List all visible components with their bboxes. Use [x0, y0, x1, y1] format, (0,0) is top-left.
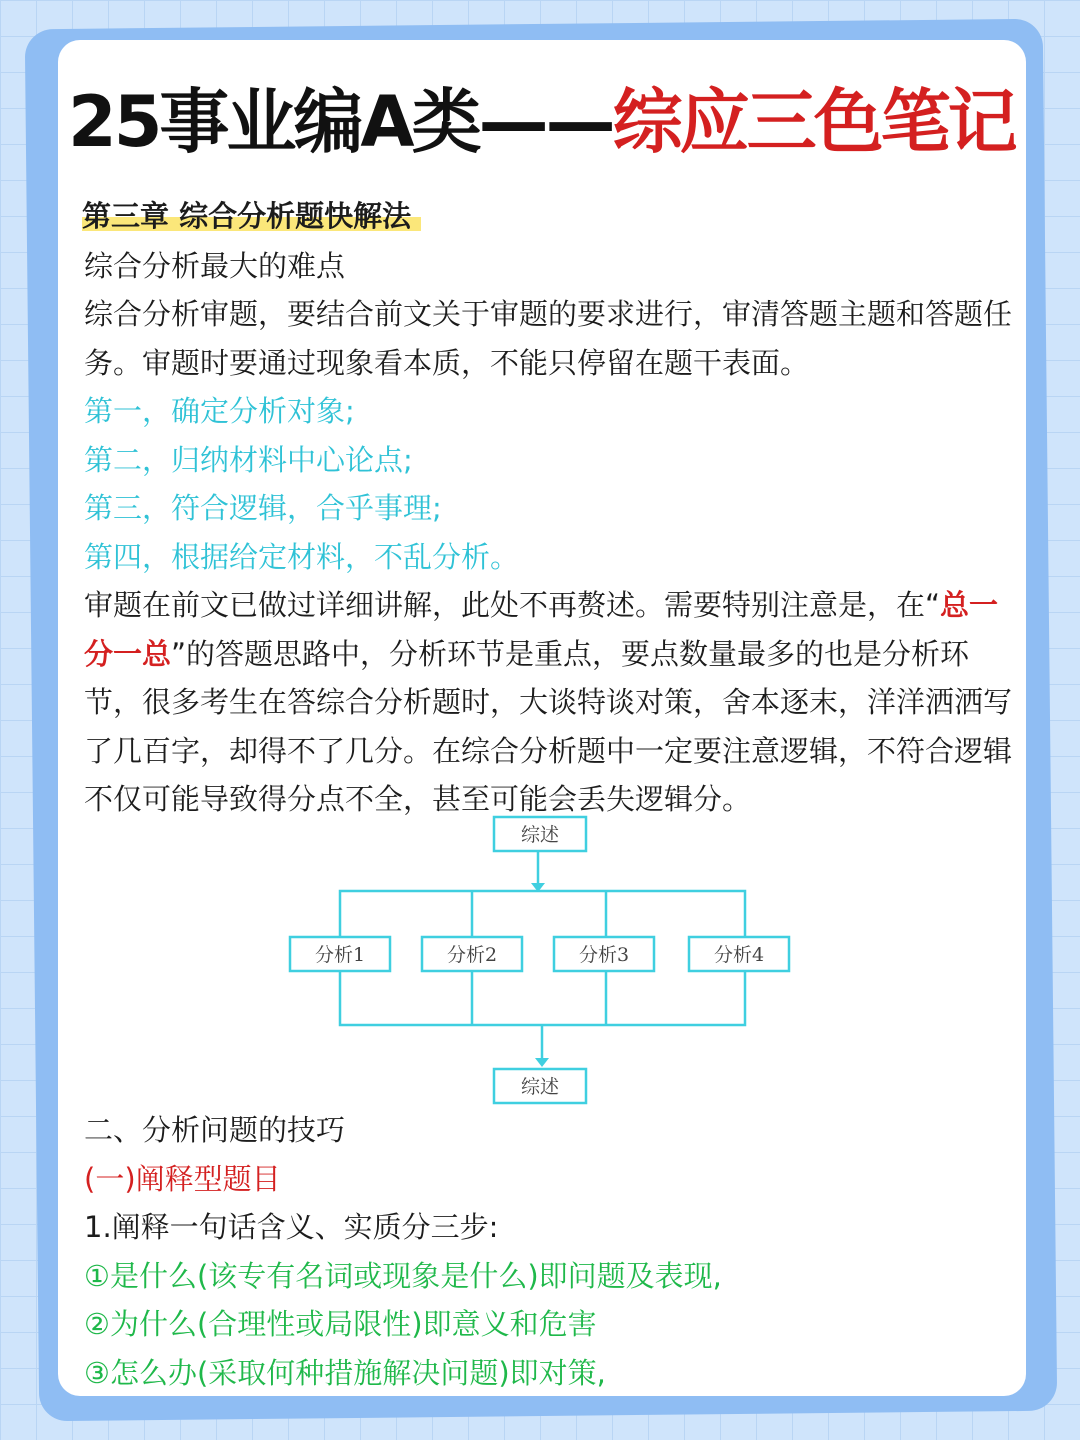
diagram-bottom-label: 综述 — [520, 1076, 560, 1098]
diagram-label-1: 分析1 — [314, 944, 366, 966]
body-before: 审题在前文已做过详细讲解，此处不再赘述。需要特别注意是，在 — [84, 588, 926, 622]
body-highlight: 总一分一总 — [84, 588, 999, 671]
chapter-heading: 第三章 综合分析题快解法 — [82, 196, 421, 236]
page-title — [68, 80, 1018, 164]
body-open-quote: “ — [925, 588, 941, 622]
point-1: 第一，确定分析对象; — [84, 394, 355, 428]
text-block-1 — [84, 192, 1014, 824]
point-3: 第三，符合逻辑，合乎事理; — [84, 491, 442, 525]
section2-heading: 二、分析问题的技巧 — [84, 1113, 346, 1147]
diagram-frame — [340, 891, 745, 1025]
step-3: ③怎么办(采取何种措施解决问题)即对策, — [84, 1355, 606, 1390]
section2-subheading: (一)阐释型题目 — [84, 1161, 281, 1196]
intro-paragraph: 综合分析审题，要结合前文关于审题的要求进行，审清答题主题和答题任务。审题时要通过现象看本质，不能只停留在题干表面。 — [84, 297, 1013, 380]
diagram-label-2: 分析2 — [446, 944, 498, 966]
point-2: 第二，归纳材料中心论点; — [84, 442, 413, 477]
step-1: ①是什么(该专有名词或现象是什么)即问题及表现, — [84, 1258, 722, 1293]
title-part-2: 综应三色笔记 — [612, 81, 1015, 163]
body-paragraph — [84, 581, 1014, 824]
arrow-down-icon — [535, 1058, 549, 1067]
note-card — [58, 40, 1026, 1396]
section2-item: 1.阐释一句话含义、实质分三步: — [84, 1210, 499, 1244]
flow-diagram — [278, 810, 798, 1110]
point-4: 第四，根据给定材料，不乱分析。 — [84, 539, 520, 574]
diagram-label-4: 分析4 — [713, 944, 765, 966]
text-block-2 — [84, 1106, 1014, 1396]
title-part-1: 25事业编A类—— — [68, 81, 613, 163]
body-after: ”的答题思路中，分析环节是重点，要点数量最多的也是分析环节，很多考生在答综合分析题时，大谈特谈对策，舍本逐末，洋洋洒洒写了几百字，却得不了几分。在综合分析题中一定要注意逻辑，不符合逻辑不仅可能导致得分点不全，甚至可能会丢失逻辑分。 — [84, 636, 1013, 816]
step-2: ②为什么(合理性或局限性)即意义和危害 — [84, 1307, 597, 1341]
intro-heading: 综合分析最大的难点 — [84, 248, 346, 283]
diagram-label-3: 分析3 — [578, 944, 630, 966]
diagram-top-label: 综述 — [520, 824, 560, 846]
